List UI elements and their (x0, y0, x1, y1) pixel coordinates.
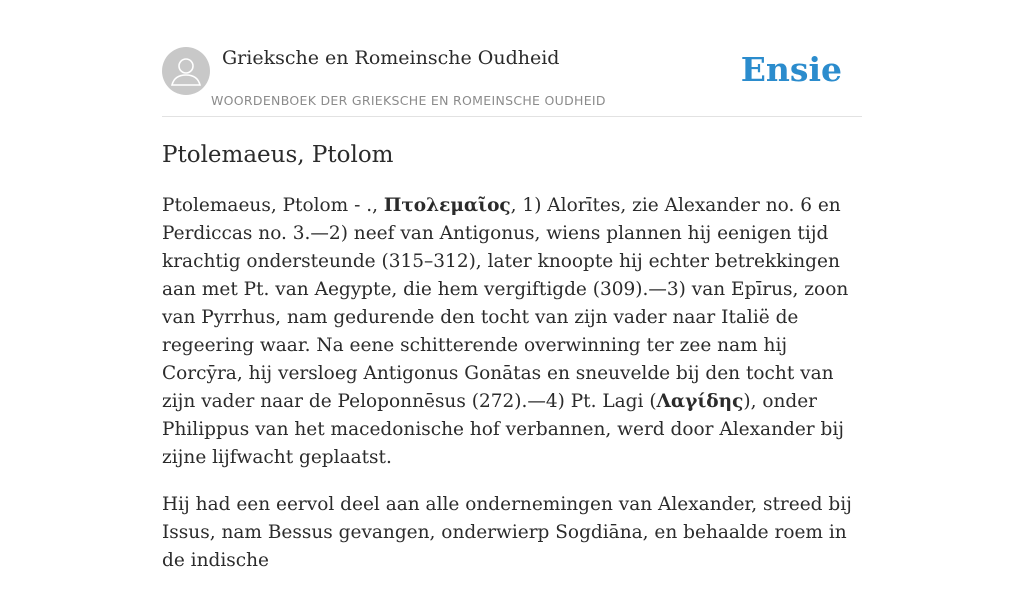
article-paragraph: Hij had een eervol deel aan alle ondernemingen van Alexander, streed bij Issus, nam Bessus gevangen, onderwierp Sogdiāna, en behaalde roem in de indische (162, 494, 852, 571)
greek-term: Πτολεμαῖος (383, 195, 511, 216)
brand-logo[interactable]: Ensie (740, 50, 842, 89)
article-body (162, 192, 862, 594)
article-paragraph (162, 192, 862, 472)
paragraph-text: Ptolemaeus, Ptolom - ., (162, 195, 384, 216)
site-title[interactable]: Grieksche en Romeinsche Oudheid (222, 47, 560, 69)
paragraph-text: ), onder Philippus van het macedonische hof verbannen, werd door Alexander bij zijne lijfwacht geplaatst. (162, 391, 844, 468)
greek-term: Λαγίδης (656, 391, 744, 412)
page-title: Ptolemaeus, Ptolom (162, 142, 394, 168)
site-subtitle: WOORDENBOEK DER GRIEKSCHE EN ROMEINSCHE OUDHEID (211, 93, 606, 108)
user-icon[interactable] (162, 47, 210, 95)
site-header (162, 46, 862, 117)
paragraph-text: , 1) Alorītes, zie Alexander no. 6 en Perdiccas no. 3.—2) neef van Antigonus, wiens plannen hij eenigen tijd krachtig ondersteunde (315–312), later knoopte hij echter betrekkingen aan met Pt. van Aegypte, die hem vergiftigde (309).—3) van Epīrus, zoon van Pyrrhus, nam gedurende den tocht van zijn vader naar Italië de regeering waar. Na eene schitterende overwinning ter zee nam hij Corcȳra, hij versloeg Antigonus Gonātas en sneuvelde bij den tocht van zijn vader naar de Peloponnēsus (272).—4) Pt. Lagi ( (162, 195, 849, 412)
